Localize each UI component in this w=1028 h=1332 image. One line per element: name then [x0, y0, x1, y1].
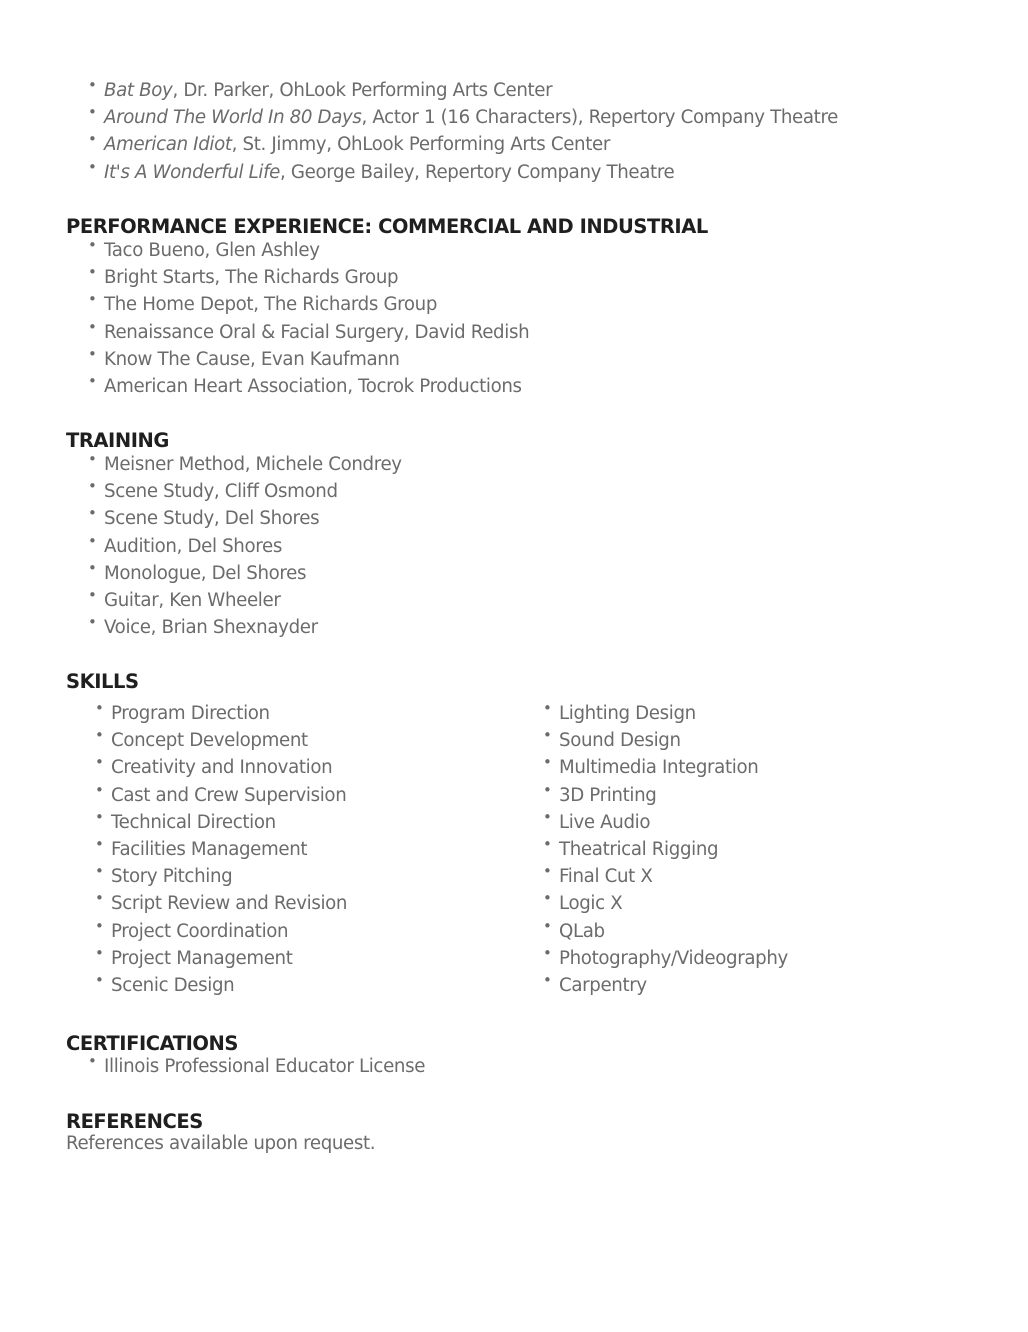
list-item: [543, 726, 788, 754]
list-item-text: Sound Design: [559, 730, 681, 752]
list-item-text: Project Coordination: [111, 920, 289, 942]
bullet-icon: •: [95, 780, 104, 799]
list-item-text: Scene Study, Cliff Osmond: [104, 481, 338, 503]
bullet-icon: •: [88, 76, 97, 94]
bullet-icon: •: [95, 970, 104, 989]
list-item: [95, 699, 347, 727]
list-item: [543, 807, 788, 836]
bullet-icon: •: [543, 807, 552, 826]
list-item-text: Logic X: [559, 893, 623, 915]
bullet-icon: •: [543, 970, 552, 989]
bullet-icon: •: [95, 862, 104, 881]
list-item-text: Creativity and Innovation: [111, 757, 333, 779]
productions-list: [88, 76, 839, 186]
list-item-text: Live Audio: [559, 811, 651, 833]
list-item-text: Bright Starts, The Richards Group: [104, 267, 399, 289]
list-item: [88, 290, 529, 318]
list-item-text: Audition, Del Shores: [104, 535, 282, 557]
list-item: [88, 130, 838, 158]
bullet-icon: •: [88, 477, 97, 496]
bullet-icon: •: [95, 943, 104, 962]
list-item-text: Monologue, Del Shores: [104, 562, 307, 584]
bullet-icon: •: [88, 371, 97, 390]
list-item-text: Technical Direction: [111, 811, 276, 833]
bullet-icon: •: [88, 613, 97, 632]
list-item: [543, 699, 788, 727]
list-item: [88, 103, 839, 131]
list-item: [88, 263, 529, 291]
list-item-text: Multimedia Integration: [559, 757, 759, 779]
bullet-icon: •: [88, 1052, 97, 1070]
references-text: References available upon request.: [66, 1133, 376, 1154]
list-item-text: Concept Development: [111, 730, 308, 752]
list-item: [543, 862, 788, 890]
list-item: [88, 585, 402, 614]
training-heading: TRAINING: [66, 429, 169, 452]
list-item-text: Guitar, Ken Wheeler: [104, 589, 281, 611]
bullet-icon: •: [88, 344, 97, 363]
bullet-icon: •: [88, 157, 97, 176]
commercial-list: [88, 236, 530, 400]
list-item: [543, 834, 788, 863]
list-item: [543, 889, 788, 917]
list-item: [95, 862, 347, 890]
bullet-icon: •: [543, 889, 552, 908]
bullet-icon: •: [95, 699, 104, 717]
bullet-icon: •: [88, 317, 97, 336]
list-item: [88, 371, 529, 400]
skills-right-list: [543, 699, 788, 999]
list-item: [95, 834, 347, 863]
list-item: [88, 450, 402, 478]
skills-left-list: [95, 699, 348, 999]
list-item: [88, 504, 402, 532]
bullet-icon: •: [95, 889, 104, 908]
certifications-heading: CERTIFICATIONS: [66, 1032, 238, 1055]
commercial-heading: PERFORMANCE EXPERIENCE: COMMERCIAL AND INDUSTRIAL: [66, 215, 708, 238]
list-item-text: Project Management: [111, 947, 293, 969]
list-item-text: Carpentry: [559, 974, 647, 996]
list-item-text: Meisner Method, Michele Condrey: [104, 454, 402, 475]
bullet-icon: •: [88, 585, 97, 604]
certifications-list: [88, 1052, 426, 1080]
references-heading: REFERENCES: [66, 1110, 203, 1133]
bullet-icon: •: [543, 780, 552, 799]
bullet-icon: •: [543, 916, 552, 935]
bullet-icon: •: [543, 753, 552, 772]
production-title: Around The World In 80 Days: [104, 107, 362, 129]
list-item: [543, 916, 788, 945]
bullet-icon: •: [95, 834, 104, 853]
bullet-icon: •: [543, 862, 552, 881]
list-item: [543, 970, 788, 999]
list-item: [88, 317, 530, 346]
list-item-text: Final Cut X: [559, 866, 653, 888]
production-title: American Idiot: [104, 134, 232, 156]
list-item-text: Taco Bueno, Glen Ashley: [104, 240, 320, 261]
list-item-text: Know The Cause, Evan Kaufmann: [104, 348, 400, 370]
bullet-icon: •: [88, 130, 97, 149]
list-item-text: American Heart Association, Tocrok Productions: [104, 375, 522, 397]
bullet-icon: •: [88, 504, 97, 523]
list-item: [543, 780, 788, 809]
list-item-text: Scene Study, Del Shores: [104, 508, 320, 530]
list-item: [88, 477, 402, 505]
list-item: [95, 889, 348, 917]
bullet-icon: •: [543, 834, 552, 853]
production-detail: , Actor 1 (16 Characters), Repertory Company Theatre: [361, 107, 839, 129]
list-item: [88, 157, 838, 186]
bullet-icon: •: [88, 263, 97, 282]
list-item: [88, 558, 402, 587]
list-item: [543, 943, 788, 972]
bullet-icon: •: [95, 807, 104, 826]
list-item-text: Scenic Design: [111, 974, 235, 996]
list-item: [88, 344, 529, 373]
bullet-icon: •: [88, 450, 97, 468]
list-item: [95, 807, 347, 836]
bullet-icon: •: [95, 916, 104, 935]
list-item-text: Facilities Management: [111, 838, 308, 860]
list-item-text: QLab: [559, 920, 605, 942]
bullet-icon: •: [88, 236, 97, 254]
bullet-icon: •: [543, 726, 552, 745]
list-item: [88, 613, 402, 641]
list-item-text: Photography/Videography: [559, 947, 788, 969]
production-title: Bat Boy: [104, 80, 173, 101]
list-item: [543, 753, 788, 781]
list-item-text: Theatrical Rigging: [559, 838, 719, 860]
list-item: [95, 970, 347, 999]
bullet-icon: •: [88, 103, 97, 122]
list-item-text: Lighting Design: [559, 703, 696, 724]
list-item-text: Story Pitching: [111, 866, 233, 888]
bullet-icon: •: [95, 726, 104, 745]
list-item: [95, 780, 347, 809]
bullet-icon: •: [88, 290, 97, 309]
list-item: [95, 916, 347, 945]
list-item-text: Program Direction: [111, 703, 270, 724]
skills-heading: SKILLS: [66, 670, 139, 693]
list-item: [95, 943, 347, 972]
bullet-icon: •: [543, 699, 552, 717]
list-item: [95, 726, 347, 754]
training-list: [88, 450, 402, 641]
production-detail: , George Bailey, Repertory Company Theatre: [280, 161, 675, 183]
list-item-text: The Home Depot, The Richards Group: [104, 294, 438, 316]
bullet-icon: •: [95, 753, 104, 772]
list-item-text: Renaissance Oral & Facial Surgery, David Redish: [104, 321, 530, 343]
list-item: [95, 753, 347, 781]
list-item: [88, 1052, 426, 1080]
bullet-icon: •: [543, 943, 552, 962]
list-item-text: Script Review and Revision: [111, 893, 348, 915]
production-detail: , Dr. Parker, OhLook Performing Arts Center: [172, 80, 553, 101]
production-title: It's A Wonderful Life: [104, 161, 281, 183]
list-item: [88, 531, 402, 560]
list-item-text: Cast and Crew Supervision: [111, 784, 347, 806]
bullet-icon: •: [88, 531, 97, 550]
bullet-icon: •: [88, 558, 97, 577]
list-item-text: 3D Printing: [559, 784, 657, 806]
list-item: [88, 76, 838, 104]
list-item-text: Voice, Brian Shexnayder: [104, 617, 318, 639]
production-detail: , St. Jimmy, OhLook Performing Arts Center: [231, 134, 610, 156]
list-item-text: Illinois Professional Educator License: [104, 1056, 426, 1077]
list-item: [88, 236, 529, 264]
